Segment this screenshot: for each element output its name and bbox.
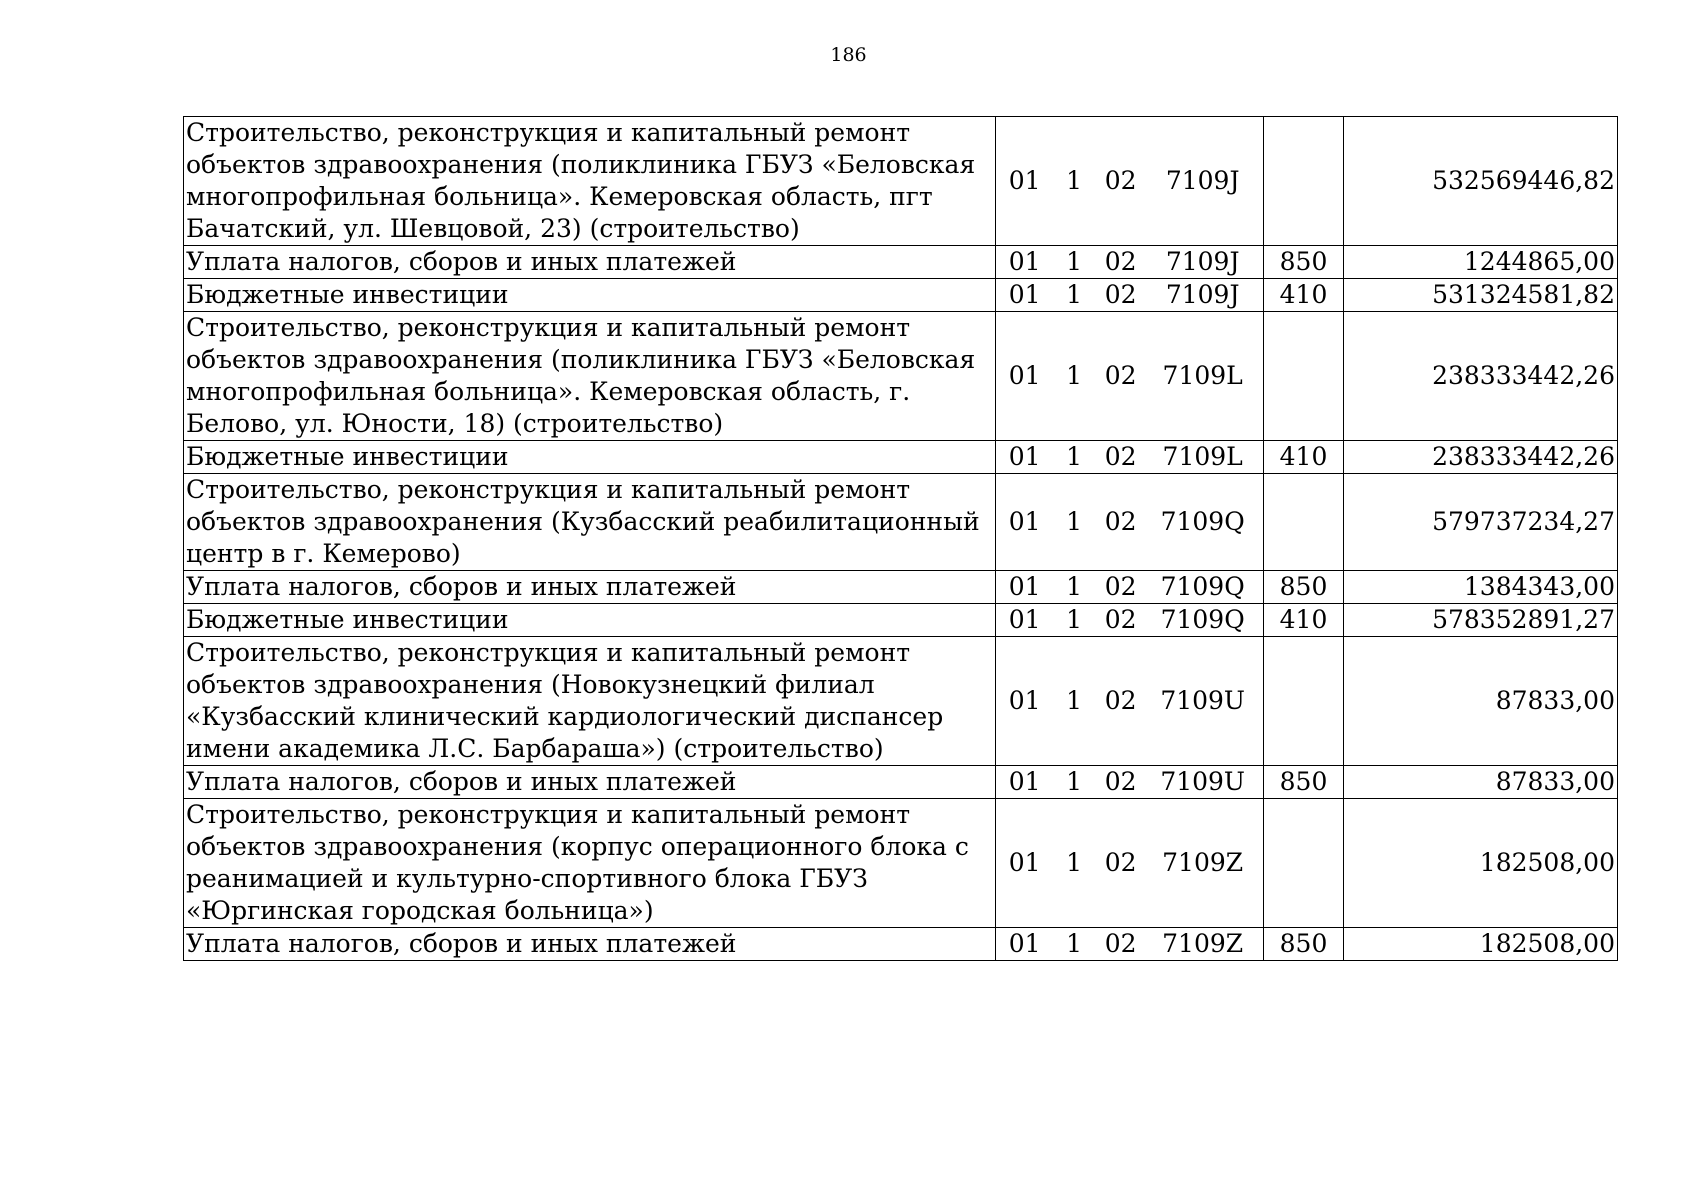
row-description: Строительство, реконструкция и капитальный ремонт объектов здравоохранения (Кузбасский реабилитационный центр в г. Кемерово) xyxy=(184,474,996,571)
subprogram-code: 1 xyxy=(1066,280,1083,309)
amount: 1384343,00 xyxy=(1344,571,1618,604)
expense-type-code xyxy=(1264,799,1344,928)
amount: 182508,00 xyxy=(1344,928,1618,961)
subprogram-code: 1 xyxy=(1066,361,1083,390)
budget-table xyxy=(183,116,1618,961)
expense-type-code: 410 xyxy=(1264,604,1344,637)
group-code: 02 xyxy=(1104,247,1137,276)
table-row xyxy=(184,312,1618,441)
row-description: Бюджетные инвестиции xyxy=(184,441,996,474)
expense-type-code: 850 xyxy=(1264,766,1344,799)
article-code: 7109U xyxy=(1160,767,1246,796)
classification-code xyxy=(996,474,1264,571)
expense-type-code: 410 xyxy=(1264,441,1344,474)
article-code: 7109Z xyxy=(1162,848,1244,877)
amount: 579737234,27 xyxy=(1344,474,1618,571)
subprogram-code: 1 xyxy=(1066,166,1083,195)
group-code: 02 xyxy=(1104,686,1137,715)
subprogram-code: 1 xyxy=(1066,686,1083,715)
article-code: 7109Q xyxy=(1160,572,1245,601)
row-description: Бюджетные инвестиции xyxy=(184,279,996,312)
amount: 1244865,00 xyxy=(1344,246,1618,279)
amount: 578352891,27 xyxy=(1344,604,1618,637)
page-number: 186 xyxy=(830,44,867,66)
table-row xyxy=(184,474,1618,571)
expense-type-code: 850 xyxy=(1264,246,1344,279)
subprogram-code: 1 xyxy=(1066,507,1083,536)
classification-code xyxy=(996,637,1264,766)
classification-code xyxy=(996,117,1264,246)
amount: 238333442,26 xyxy=(1344,312,1618,441)
subprogram-code: 1 xyxy=(1066,442,1083,471)
article-code: 7109U xyxy=(1160,686,1246,715)
program-code: 01 xyxy=(1008,280,1041,309)
group-code: 02 xyxy=(1104,929,1137,958)
expense-type-code xyxy=(1264,637,1344,766)
program-code: 01 xyxy=(1008,247,1041,276)
program-code: 01 xyxy=(1008,605,1041,634)
classification-code xyxy=(996,928,1264,961)
group-code: 02 xyxy=(1104,572,1137,601)
classification-code xyxy=(996,766,1264,799)
group-code: 02 xyxy=(1104,442,1137,471)
row-description: Уплата налогов, сборов и иных платежей xyxy=(184,571,996,604)
expense-type-code: 410 xyxy=(1264,279,1344,312)
program-code: 01 xyxy=(1008,442,1041,471)
table-row xyxy=(184,441,1618,474)
group-code: 02 xyxy=(1104,605,1137,634)
program-code: 01 xyxy=(1008,361,1041,390)
table-row xyxy=(184,246,1618,279)
article-code: 7109Z xyxy=(1162,929,1244,958)
subprogram-code: 1 xyxy=(1066,572,1083,601)
article-code: 7109L xyxy=(1162,442,1243,471)
program-code: 01 xyxy=(1008,929,1041,958)
table-row xyxy=(184,117,1618,246)
table-row xyxy=(184,571,1618,604)
classification-code xyxy=(996,571,1264,604)
table-row xyxy=(184,279,1618,312)
amount: 531324581,82 xyxy=(1344,279,1618,312)
group-code: 02 xyxy=(1104,767,1137,796)
row-description: Строительство, реконструкция и капитальный ремонт объектов здравоохранения (поликлиника ГБУЗ «Беловская многопрофильная больница». Кемеровская область, пгт Бачатский, ул. Шевцовой, 23) (строительство) xyxy=(184,117,996,246)
amount: 182508,00 xyxy=(1344,799,1618,928)
classification-code xyxy=(996,246,1264,279)
expense-type-code xyxy=(1264,117,1344,246)
amount: 87833,00 xyxy=(1344,766,1618,799)
table-row xyxy=(184,604,1618,637)
program-code: 01 xyxy=(1008,507,1041,536)
article-code: 7109Q xyxy=(1160,507,1245,536)
expense-type-code xyxy=(1264,312,1344,441)
group-code: 02 xyxy=(1104,361,1137,390)
amount: 87833,00 xyxy=(1344,637,1618,766)
expense-type-code xyxy=(1264,474,1344,571)
row-description: Уплата налогов, сборов и иных платежей xyxy=(184,246,996,279)
subprogram-code: 1 xyxy=(1066,929,1083,958)
subprogram-code: 1 xyxy=(1066,247,1083,276)
subprogram-code: 1 xyxy=(1066,767,1083,796)
classification-code xyxy=(996,441,1264,474)
program-code: 01 xyxy=(1008,686,1041,715)
group-code: 02 xyxy=(1104,280,1137,309)
table-row xyxy=(184,637,1618,766)
expense-type-code: 850 xyxy=(1264,571,1344,604)
classification-code xyxy=(996,279,1264,312)
table-row xyxy=(184,928,1618,961)
subprogram-code: 1 xyxy=(1066,848,1083,877)
program-code: 01 xyxy=(1008,166,1041,195)
table-row xyxy=(184,766,1618,799)
expense-type-code: 850 xyxy=(1264,928,1344,961)
classification-code xyxy=(996,312,1264,441)
article-code: 7109J xyxy=(1165,166,1240,195)
article-code: 7109J xyxy=(1165,247,1240,276)
article-code: 7109Q xyxy=(1160,605,1245,634)
amount: 532569446,82 xyxy=(1344,117,1618,246)
row-description: Строительство, реконструкция и капитальный ремонт объектов здравоохранения (Новокузнецкий филиал «Кузбасский клинический кардиологический диспансер имени академика Л.С. Барбараша») (строительство) xyxy=(184,637,996,766)
group-code: 02 xyxy=(1104,848,1137,877)
row-description: Уплата налогов, сборов и иных платежей xyxy=(184,928,996,961)
table-row xyxy=(184,799,1618,928)
row-description: Строительство, реконструкция и капитальный ремонт объектов здравоохранения (корпус операционного блока с реанимацией и культурно-спортивного блока ГБУЗ «Юргинская городская больница») xyxy=(184,799,996,928)
program-code: 01 xyxy=(1008,572,1041,601)
row-description: Бюджетные инвестиции xyxy=(184,604,996,637)
classification-code xyxy=(996,799,1264,928)
classification-code xyxy=(996,604,1264,637)
group-code: 02 xyxy=(1104,166,1137,195)
article-code: 7109J xyxy=(1165,280,1240,309)
program-code: 01 xyxy=(1008,848,1041,877)
subprogram-code: 1 xyxy=(1066,605,1083,634)
group-code: 02 xyxy=(1104,507,1137,536)
program-code: 01 xyxy=(1008,767,1041,796)
row-description: Строительство, реконструкция и капитальный ремонт объектов здравоохранения (поликлиника ГБУЗ «Беловская многопрофильная больница». Кемеровская область, г. Белово, ул. Юности, 18) (строительство) xyxy=(184,312,996,441)
amount: 238333442,26 xyxy=(1344,441,1618,474)
row-description: Уплата налогов, сборов и иных платежей xyxy=(184,766,996,799)
article-code: 7109L xyxy=(1162,361,1243,390)
